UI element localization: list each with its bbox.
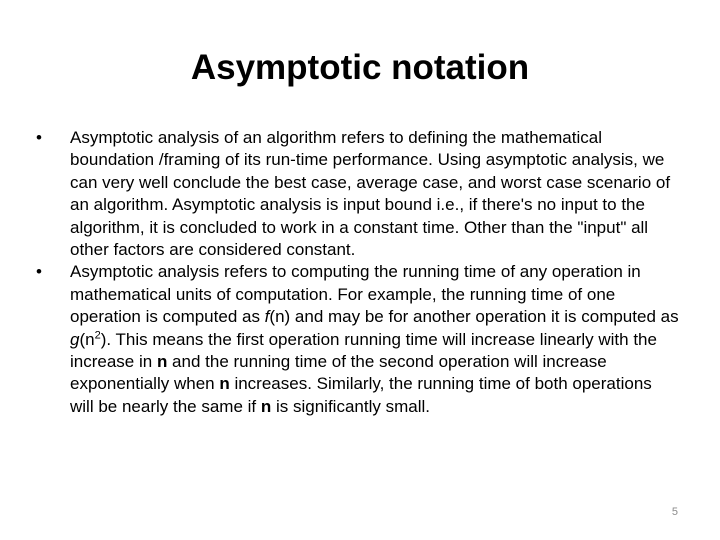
superscript-exponent: 2	[94, 329, 101, 341]
bullet-icon: •	[36, 128, 42, 147]
text-run: is significantly small.	[271, 396, 430, 416]
bullet-text: Asymptotic analysis of an algorithm refers to defining the mathematical boundation /framing of its run-time performance. Using asymptotic analysis, we can very well conclude the best case, average case, and worst case scenario of an algorithm. Asymptotic analysis is input bound i.e., if there's no input to the algorithm, it is concluded to work in a constant time. Other than the "input" all other factors are considered constant.	[70, 128, 671, 260]
text-run: ). This means the first operation running time will increase linearly with the increase in	[70, 329, 657, 372]
slide-title: Asymptotic notation	[190, 48, 530, 87]
math-variable-n: n	[260, 396, 272, 416]
text-run: (n) and may be for another operation it is computed as	[269, 307, 679, 327]
text-run: increases. Similarly, the running time of both operations will be nearly the same if	[70, 374, 652, 416]
bullet-list	[30, 127, 680, 418]
text-run: (n	[79, 329, 95, 349]
bullet-item	[30, 261, 680, 418]
math-variable-n: n	[219, 374, 230, 394]
bullet-item	[30, 127, 680, 261]
text-run: Asymptotic analysis refers to computing the running time of any operation in mathematical units of computation. For example, the running time of one operation is computed as	[70, 262, 641, 327]
math-variable-n: n	[156, 352, 168, 372]
bullet-text	[70, 262, 679, 415]
bullet-icon: •	[36, 262, 42, 282]
math-function-g: g	[70, 329, 80, 349]
page-number: 5	[671, 506, 678, 518]
math-function-f: f	[264, 307, 270, 327]
text-run: and the running time of the second operation will increase exponentially when	[70, 352, 607, 394]
